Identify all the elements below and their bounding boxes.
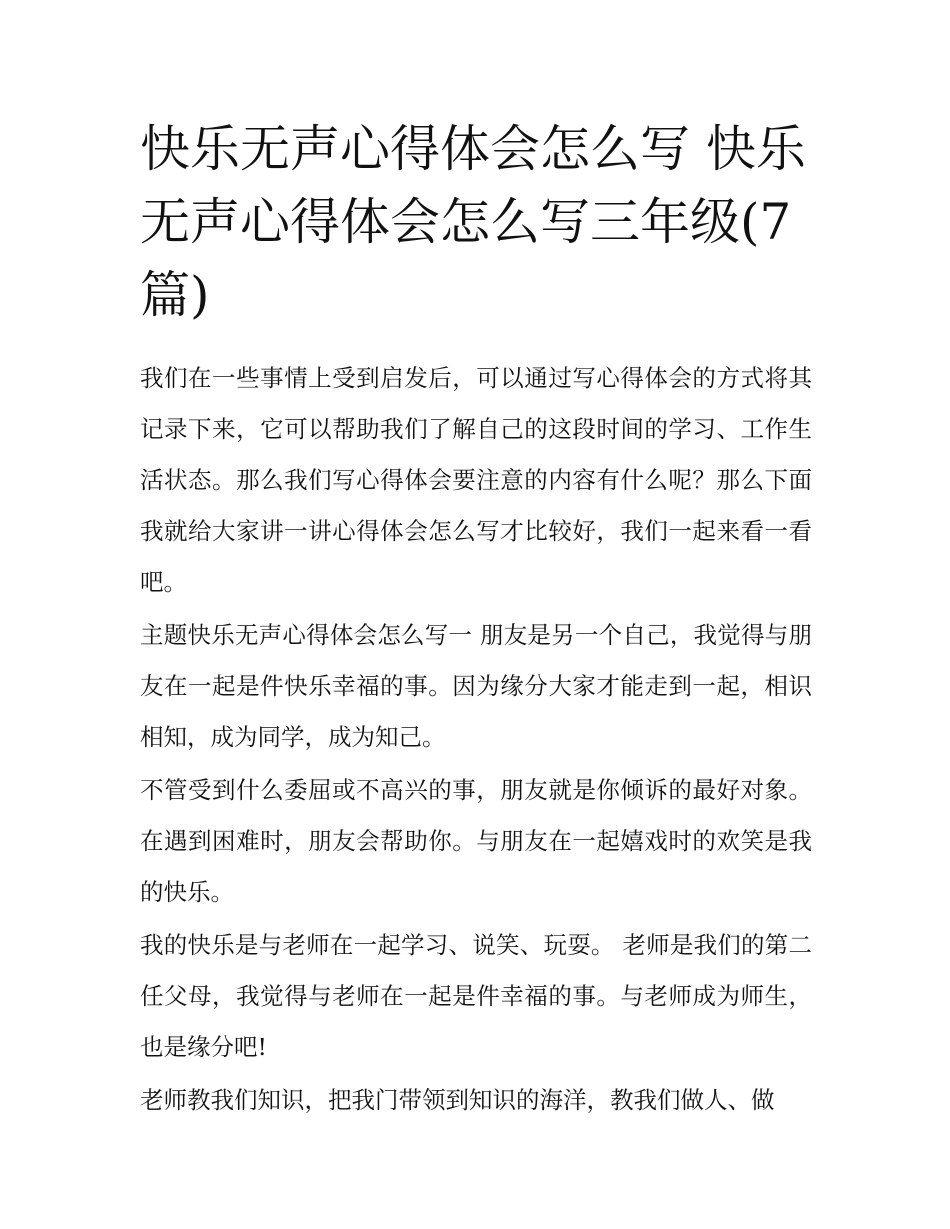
paragraph-2: 不管受到什么委屈或不高兴的事，朋友就是你倾诉的最好对象。在遇到困难时，朋友会帮助你。与朋友在一起嬉戏时的欢笑是我的快乐。 — [140, 776, 812, 906]
paragraph-1: 主题快乐无声心得体会怎么写一 朋友是另一个自己，我觉得与朋友在一起是件快乐幸福的事。因为缘分大家才能走到一起，相识相知，成为同学，成为知己。 — [140, 621, 812, 751]
paragraph-4: 老师教我们知识，把我门带领到知识的海洋，教我们做人、做 — [140, 1086, 775, 1114]
paragraph-3: 我的快乐是与老师在一起学习、说笑、玩耍。 老师是我们的第二任父母，我觉得与老师在一起是件幸福的事。与老师成为师生，也是缘分吧! — [140, 931, 812, 1061]
paragraph-intro: 我们在一些事情上受到启发后，可以通过写心得体会的方式将其记录下来，它可以帮助我们了解自己的这段时间的学习、工作生活状态。那么我们写心得体会要注意的内容有什么呢？那么下面我就给大家讲一讲心得体会怎么写才比较好，我们一起来看一看吧。 — [140, 364, 812, 596]
document-title: 快乐无声心得体会怎么写 快乐无声心得体会怎么写三年级(7篇) — [140, 120, 806, 324]
document-body — [140, 353, 812, 1128]
